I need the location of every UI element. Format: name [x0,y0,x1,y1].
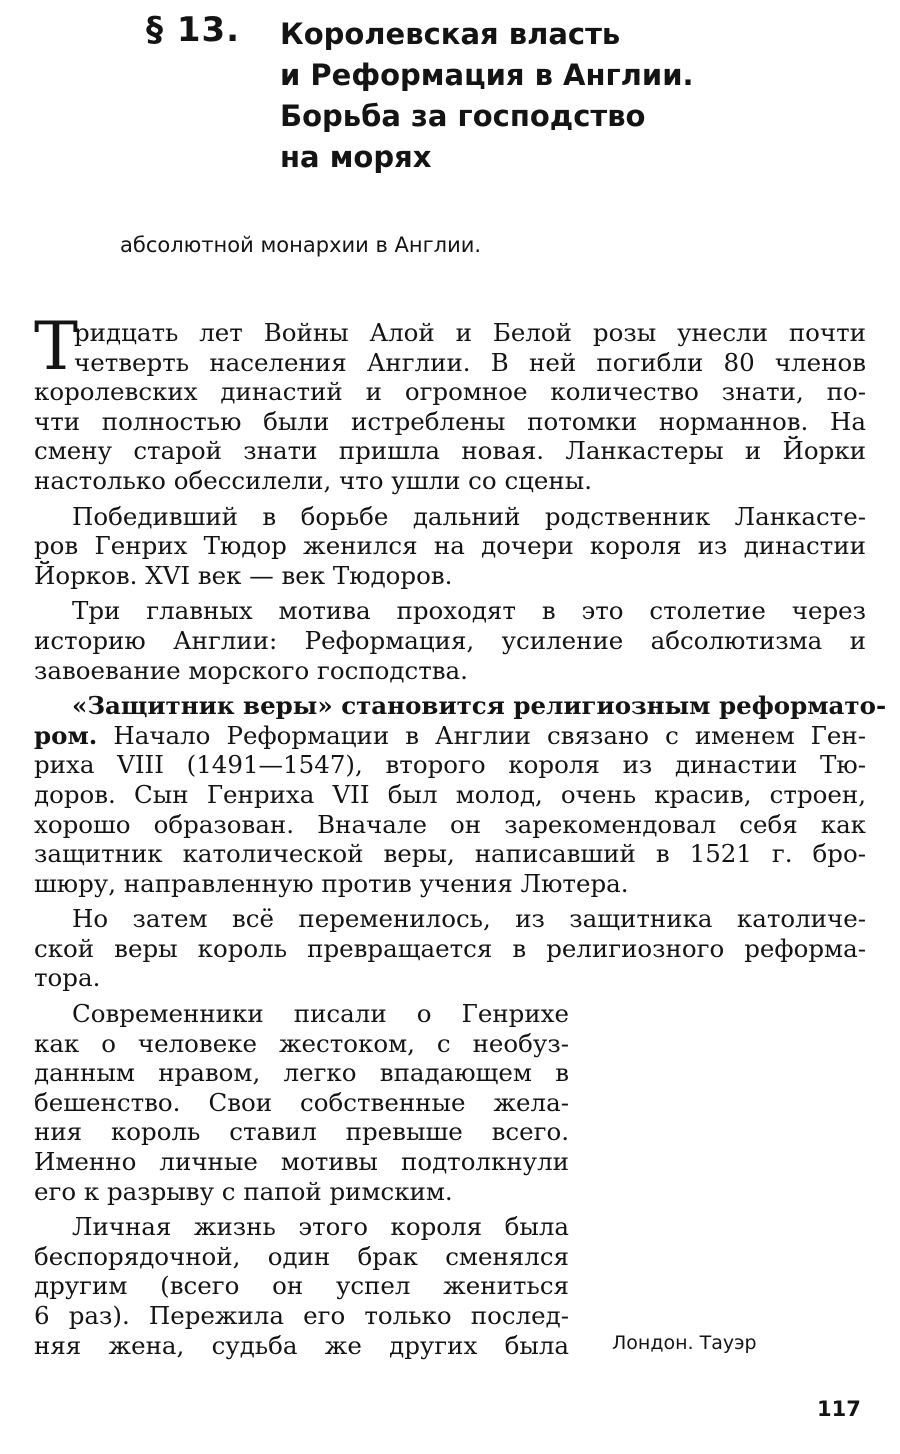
text-line: Современники писали о Генрихе [72,999,569,1029]
text-line: хорошо образован. Вначале он зарекомендовал себя как [34,809,866,839]
text-line: королевских династий и огромное количество знати, по- [34,377,866,407]
text-line: Личная жизнь этого короля была [72,1212,569,1242]
paragraph [34,308,866,496]
text-line: ния король ставил превыше всего. [34,1117,569,1147]
text-line [34,721,866,751]
text-line: Именно личные мотивы подтолкнули [34,1147,569,1177]
text-line: бешенство. Свои собственные жела- [34,1087,569,1117]
paragraph [34,691,887,898]
text-line-content: ридцать лет Войны Алой и Белой розы унесли почти [74,318,866,347]
intro-text: абсолютной монархии в Англии. [120,233,482,257]
text-line: риха VIII (1491—1547), второго короля из династии Тю- [34,750,866,780]
text-line: беспорядочной, один брак сменялся [34,1241,569,1271]
bold-heading: ром. [34,720,98,750]
text-line: няя жена, судьба же других была [34,1330,569,1360]
paragraph [34,596,866,685]
text-line: ров Генрих Тюдор женился на дочери короля из династии [34,531,866,561]
text-line: 6 раз). Пережила его только послед- [34,1301,569,1330]
paragraph [34,502,866,591]
text-line: доров. Сын Генриха VII был молод, очень красив, строен, [34,779,866,809]
text-line: шюру, направленную против учения Лютера. [34,868,629,898]
text-line: как о человеке жестоком, с необуз- [34,1028,569,1058]
body-text [34,308,887,1360]
title-line: и Реформация в Англии. [280,58,694,92]
section-title [280,14,694,178]
paragraph [34,999,569,1206]
text-line: ской веры король превращается в религиозного реформа- [34,933,866,963]
text-line: чти полностью были истреблены потомки норманнов. На [34,406,866,436]
text-line: историю Англии: Реформация, усиление абсолютизма и [34,625,866,655]
text-line: Но затем всё переменилось, из защитника католиче- [72,904,866,934]
page-number: 117 [817,1397,861,1421]
text-line: защитник католической веры, написавший в 1521 г. бро- [34,839,866,869]
text-line: его к разрыву с папой римским. [34,1176,453,1206]
text-line: данным нравом, легко впадающем в [34,1058,569,1088]
text-line [34,691,887,721]
text-line: Победивший в борьбе дальний родственник Ланкасте- [72,501,866,531]
paragraph [34,904,866,993]
text-line: смену старой знати пришла новая. Ланкастеры и Йорки [34,436,866,466]
text-line: завоевание морского господства. [34,655,468,685]
text-line: другим (всего он успел жениться [34,1271,569,1301]
title-line: на морях [280,140,432,174]
text-line: Йорков. XVI век — век Тюдоров. [34,560,453,590]
paragraph [34,1212,569,1360]
text-line: четверть населения Англии. В ней погибли 80 членов [74,347,866,377]
text-line-content: Начало Реформации в Англии связано с именем Ген- [97,720,866,750]
section-number: § 13. [146,10,241,50]
image-caption: Лондон. Тауэр [612,1332,757,1354]
title-line: Борьба за господство [280,99,646,133]
bold-heading: «Защитник веры» становится религиозным реформато- [72,691,887,721]
text-line: тора. [34,963,101,993]
text-line: настолько обессилели, что ушли со сцены. [34,465,593,495]
title-line: Королевская власть [280,17,621,51]
text-line: Три главных мотива проходят в это столетие через [72,596,866,626]
drop-cap: Т [34,308,79,385]
